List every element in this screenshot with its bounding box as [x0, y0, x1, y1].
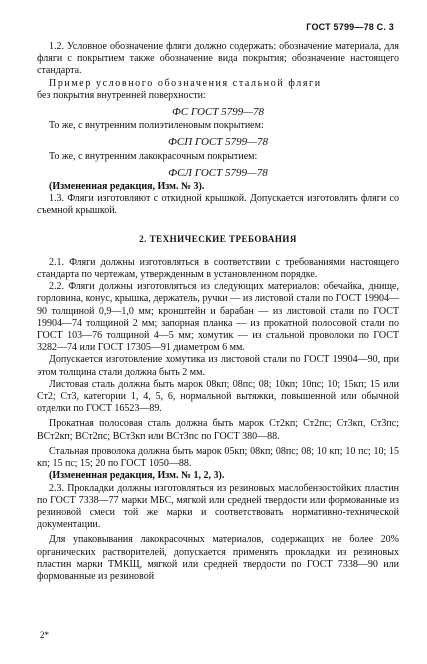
- revision-note-1-2-3: (Измененная редакция, Изм. № 1, 2, 3).: [49, 470, 225, 482]
- paragraph-2-1: 2.1. Фляги должны изготовляться в соответствии с требованиями настоящего стандарта по чертежам, утвержденным в установленном порядке.: [37, 256, 399, 281]
- page-header: ГОСТ 5799—78 С. 3: [306, 22, 394, 32]
- paragraph-2-3: 2.3. Прокладки должны изготовляться из резиновых маслобензостойких пластин по ГОСТ 7338—77 марки МБС, мягкой или средней твердости или формованные из резиновой смеси той же марки и соответствовать нормативно-технической документации.: [37, 482, 399, 531]
- designation-formula-fsl: ФСЛ ГОСТ 5799—78: [168, 166, 268, 179]
- section-heading-2: 2. ТЕХНИЧЕСКИЕ ТРЕБОВАНИЯ: [139, 233, 297, 244]
- paragraph-lacquer-gaskets: Для упаковывания лакокрасочных материалов, содержащих не более 20% органических растворителей, допускается применять прокладки из резиновых пластин марки ТМКЩ, мягкой или средней твердости по ГОСТ 7338—90 или формованные из резиновой: [37, 534, 399, 582]
- paragraph-1-2: 1.2. Условное обозначение фляги должно содержать: обозначение материала, для фляги с покрытием также обозначение вида покрытия; обозначение настоящего стандарта.: [37, 41, 399, 77]
- paragraph-steel-wire: Стальная проволока должна быть марок 05кп; 08кп; 08пс; 08; 10 кп; 10 пс; 10; 15 кп; 15 пс; 15; 20 по ГОСТ 1050—88.: [37, 445, 399, 470]
- paragraph-2-2: 2.2. Фляги должны изготовляться из следующих материалов: обечайка, днище, горловина, конус, крышка, держатель, ручки — из листовой стали по ГОСТ 19904—90 толщиной 0,9—1,0 мм; кронштейн и барабан — из листовой стали по ГОСТ 19904—74 толщиной 2 мм; запорная планка — из прокатной полосовой стали по ГОСТ 103—76 толщиной 4—5 мм; хомутик — из стальной проволоки по ГОСТ 3282—74 или ГОСТ 17305—91 диаметром 6 мм.: [37, 281, 399, 354]
- example-intro-line-1: Пример условного обозначения стальной фляги: [49, 77, 322, 89]
- paragraph-rolled-steel: Прокатная полосовая сталь должна быть марок Ст2кп; Ст2пс; Ст3кп, Ст3пс; ВСт2кп; ВСт2пс; ВСт3кп или ВСт3пс по ГОСТ 380—88.: [37, 418, 399, 442]
- paragraph-sheet-steel: Листовая сталь должна быть марок 08кп; 08пс; 08; 10кп; 10пс; 10; 15кп; 15 или Ст2; Ст3, категории 1, 4, 5, 6, нормальной вытяжки, повышенной или обычной отделки по ГОСТ 16523—89.: [37, 378, 399, 415]
- page-footer-mark: 2*: [40, 630, 49, 640]
- example-polyethylene-intro: То же, с внутренним полиэтиленовым покрытием:: [49, 120, 264, 132]
- designation-formula-fsp: ФСП ГОСТ 5799—78: [168, 136, 268, 149]
- example-lacquer-intro: То же, с внутренним лакокрасочным покрытием:: [49, 150, 258, 162]
- designation-formula-fs: ФС ГОСТ 5799—78: [172, 106, 264, 119]
- example-intro-line-2: без покрытия внутренней поверхности:: [37, 89, 206, 101]
- revision-note-3: (Измененная редакция, Изм. № 3).: [49, 181, 205, 193]
- paragraph-1-3: 1.3. Фляги изготовляют с откидной крышкой. Допускается изготовлять фляги со съемной крышкой.: [37, 193, 399, 217]
- document-body: [37, 41, 399, 583]
- paragraph-clamp: Допускается изготовление хомутика из листовой стали по ГОСТ 19904—90, при этом толщина стали должна быть 2 мм.: [37, 354, 399, 378]
